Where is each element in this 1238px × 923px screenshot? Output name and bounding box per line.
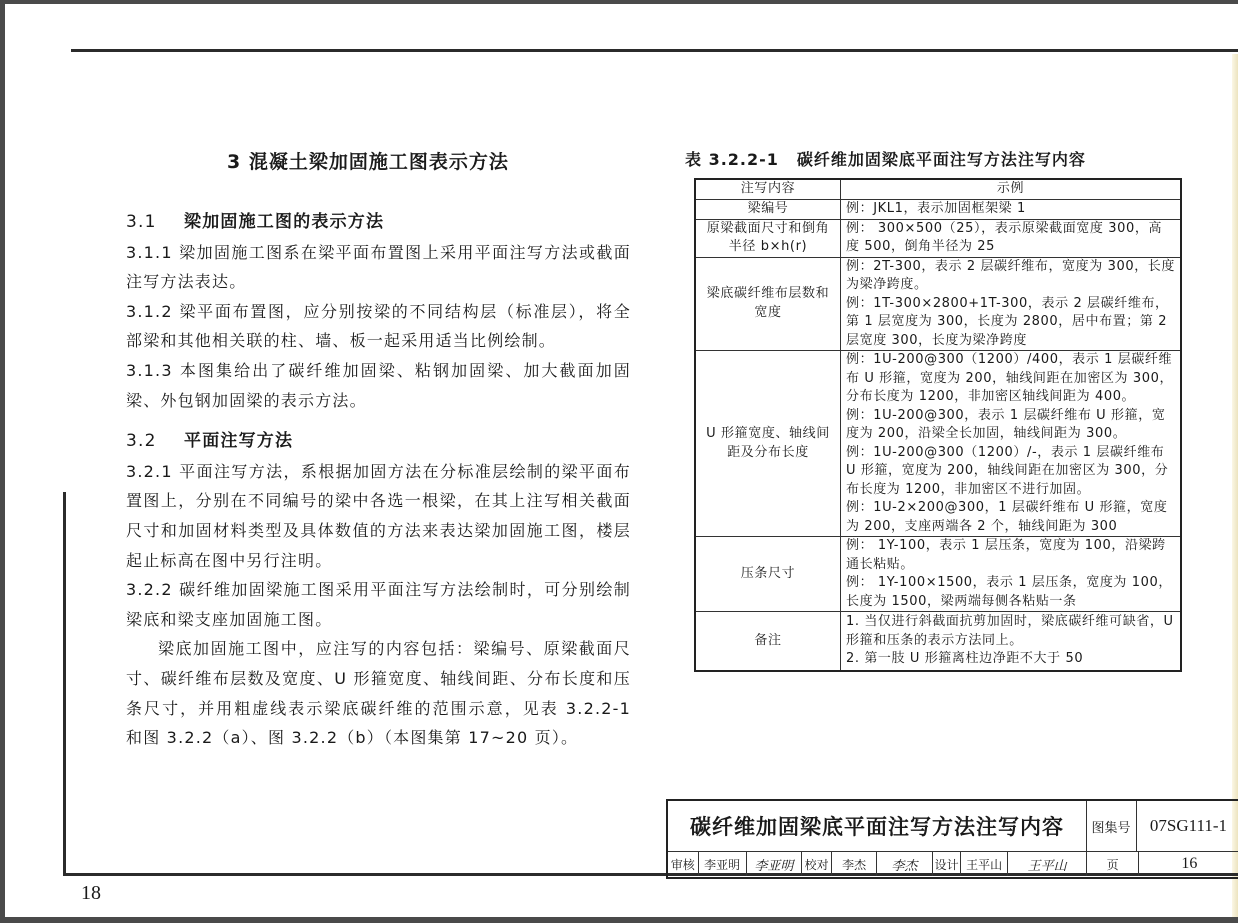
table-caption: 表 3.2.2-1 碳纤维加固梁底平面注写方法注写内容 xyxy=(685,150,1086,169)
table-row: 梁底碳纤维布层数和宽度 例：2T-300，表示 2 层碳纤维布，宽度为 300，长度为梁净跨度。 例：1T-300×2800+1T-300，表示 2 层碳纤维布，第 1 层宽度为 300，长度为 2800，居中布置；第 2 层宽度 300，长度为梁净跨度 xyxy=(695,257,1181,351)
table-header-row xyxy=(695,179,1181,200)
body-text xyxy=(126,204,631,753)
paragraph-3-2-1: 3.2.1 平面注写方法，系根据加固方法在分标准层绘制的梁平面布置图上，分别在不同编号的梁中各选一根梁，在其上注写相关截面尺寸和加固材料类型及具体数值的方法来表达梁加固施工图，楼层起止标高在图中另行注明。 xyxy=(126,461,631,570)
check-label: 校对 xyxy=(802,852,833,876)
table-row: U 形箍宽度、轴线间距及分布长度 例：1U-200@300（1200）/400，表示 1 层碳纤维布 U 形箍，宽度为 200，轴线间距在加密区为 300，分布长度为 1200，非加密区轴线间距为 400。 例：1U-200@300，表示 1 层碳纤维布 U 形箍，宽度为 200，沿梁全长加固，轴线间距为 300。 例：1U-200@300（1200）/-，表示 1 层碳纤维布 U 形箍，宽度为 200，轴线间距在加密区为 300，分布长度为 1200，非加密区不进行加固。 例：1U-2×200@300，1 层碳纤维布 U 形箍，宽度为 200，支座两端各 2 个，轴线间距为 300 xyxy=(695,351,1181,537)
paragraph-3-2-2-content: 梁底加固施工图中，应注写的内容包括：梁编号、原梁截面尺寸、碳纤维布层数及宽度、U 形箍宽度、轴线间距、分布长度和压条尺寸，并用粗虚线表示梁底碳纤维的范围示意，见表 3.2.2-1 和图 3.2.2（a）、图 3.2.2（b）（本图集第 17~20 页）。 xyxy=(126,639,631,748)
atlas-number-label: 图集号 xyxy=(1086,801,1137,851)
page-number: 18 xyxy=(81,882,101,904)
annotation-content-table xyxy=(694,178,1182,672)
table-row: 备注 1. 当仅进行斜截面抗剪加固时，梁底碳纤维可缺省，U 形箍和压条的表示方法同上。 2. 第一肢 U 形箍离柱边净距不大于 50 xyxy=(695,612,1181,672)
review-label: 审核 xyxy=(668,852,699,876)
paragraph-3-2-2: 3.2.2 碳纤维加固梁施工图采用平面注写方法绘制时，可分别绘制梁底和梁支座加固施工图。 xyxy=(126,580,631,629)
book-spine-shadow xyxy=(1232,54,1238,917)
atlas-number: 07SG111-1 xyxy=(1149,816,1228,835)
header-annotation-content: 注写内容 xyxy=(695,179,841,200)
drawing-title: 碳纤维加固梁底平面注写方法注写内容 xyxy=(668,801,1087,851)
chapter-title: 3 混凝土梁加固施工图表示方法 xyxy=(227,151,509,173)
left-border-line xyxy=(63,492,66,876)
reviewer-name: 李亚明 xyxy=(699,852,747,876)
table-row: 梁编号 例：JKL1，表示加固框架梁 1 xyxy=(695,200,1181,220)
signature-row xyxy=(668,851,1238,876)
reviewer-signature: 李亚明 xyxy=(747,852,802,876)
designer-signature: 王平山 xyxy=(1008,852,1088,876)
paragraph-3-1-3: 3.1.3 本图集给出了碳纤维加固梁、粘钢加固梁、加大截面加固梁、外包钢加固梁的表示方法。 xyxy=(126,360,631,410)
section-heading-3-2: 3.2 平面注写方法 xyxy=(126,431,294,452)
header-example: 示例 xyxy=(841,179,1182,200)
document-page xyxy=(5,4,1238,917)
drawing-title-block xyxy=(666,799,1238,879)
paragraph-3-1-1: 3.1.1 梁加固施工图系在梁平面布置图上采用平面注写方法或截面注写方法表达。 xyxy=(126,242,631,292)
top-border-line xyxy=(71,49,1238,52)
title-block-page-number: 16 xyxy=(1181,855,1198,872)
table-row: 压条尺寸 例： 1Y-100，表示 1 层压条，宽度为 100，沿梁跨通长粘贴。 例： 1Y-100×1500，表示 1 层压条，宽度为 100，长度为 1500，梁两端每侧各粘贴一条 xyxy=(695,537,1181,612)
table-row: 原梁截面尺寸和倒角半径 b×h(r) 例： 300×500（25），表示原梁截面宽度 300，高度 500，倒角半径为 25 xyxy=(695,219,1181,257)
checker-name: 李杰 xyxy=(832,852,876,876)
design-label: 设计 xyxy=(933,852,962,876)
designer-name: 王平山 xyxy=(961,852,1007,876)
paragraph-3-1-2: 3.1.2 梁平面布置图，应分别按梁的不同结构层（标准层），将全部梁和其他相关联的柱、墙、板一起采用适当比例绘制。 xyxy=(126,301,631,351)
checker-signature: 李杰 xyxy=(877,852,933,876)
section-heading-3-1: 3.1 梁加固施工图的表示方法 xyxy=(126,212,385,232)
page-label: 页 xyxy=(1087,852,1138,876)
